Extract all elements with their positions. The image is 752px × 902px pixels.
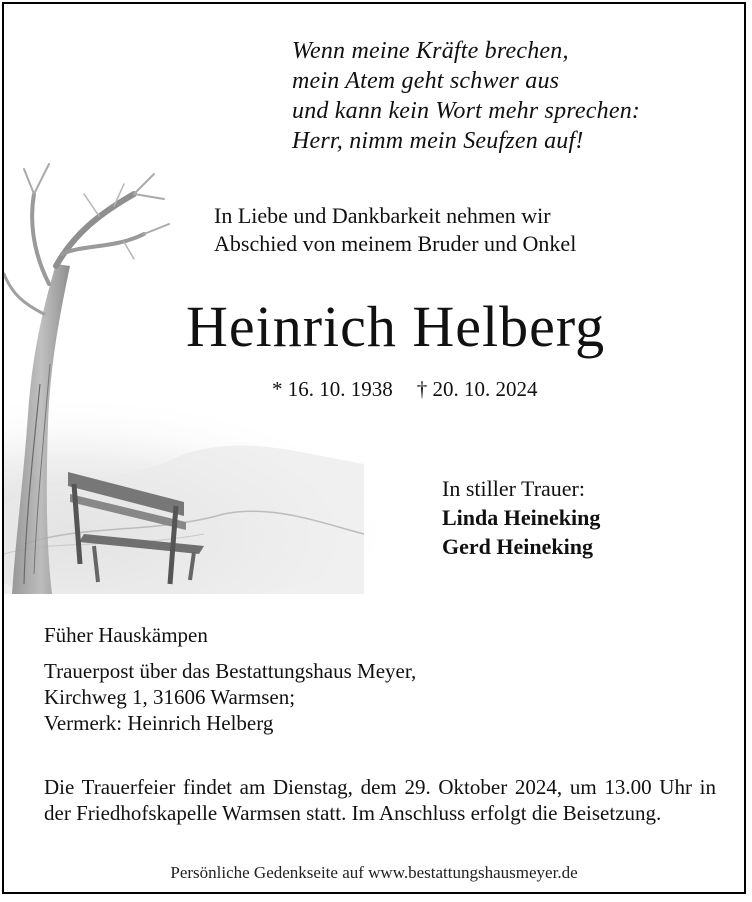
- condolence-mail-address: [44, 658, 416, 736]
- poem-line: Herr, nimm mein Seufzen auf!: [292, 128, 584, 154]
- funeral-notice: Die Trauerfeier findet am Dienstag, dem 29. Oktober 2024, um 13.00 Uhr in der Friedhofskapelle Warmsen statt. Im Anschluss erfolgt die Beisetzung.: [44, 775, 716, 825]
- deceased-name: Heinrich Helberg: [186, 294, 606, 359]
- birth-date: * 16. 10. 1938: [272, 377, 393, 401]
- intro-line: Abschied von meinem Bruder und Onkel: [214, 231, 577, 256]
- intro-line: In Liebe und Dankbarkeit nehmen wir: [214, 203, 551, 228]
- life-dates: [272, 376, 538, 402]
- mourner-name: Gerd Heineking: [442, 534, 593, 559]
- farewell-intro: [214, 202, 576, 258]
- former-address: Füher Hauskämpen: [44, 623, 208, 647]
- poem-line: Wenn meine Kräfte brechen,: [292, 38, 569, 64]
- poem: [292, 36, 640, 156]
- mail-line: Kirchweg 1, 31606 Warmsen;: [44, 685, 296, 709]
- poem-line: und kann kein Wort mehr sprechen:: [292, 98, 641, 124]
- death-date: † 20. 10. 2024: [416, 377, 538, 401]
- obituary-notice: [2, 2, 746, 894]
- mourners: [442, 474, 600, 561]
- mourners-heading: In stiller Trauer:: [442, 476, 585, 501]
- mourner-name: Linda Heineking: [442, 505, 601, 530]
- mail-line: Trauerpost über das Bestattungshaus Meyer,: [44, 659, 417, 683]
- poem-line: mein Atem geht schwer aus: [292, 68, 560, 94]
- mail-line: Vermerk: Heinrich Helberg: [44, 711, 274, 735]
- memorial-page-link[interactable]: Persönliche Gedenkseite auf www.bestattungshausmeyer.de: [170, 863, 578, 882]
